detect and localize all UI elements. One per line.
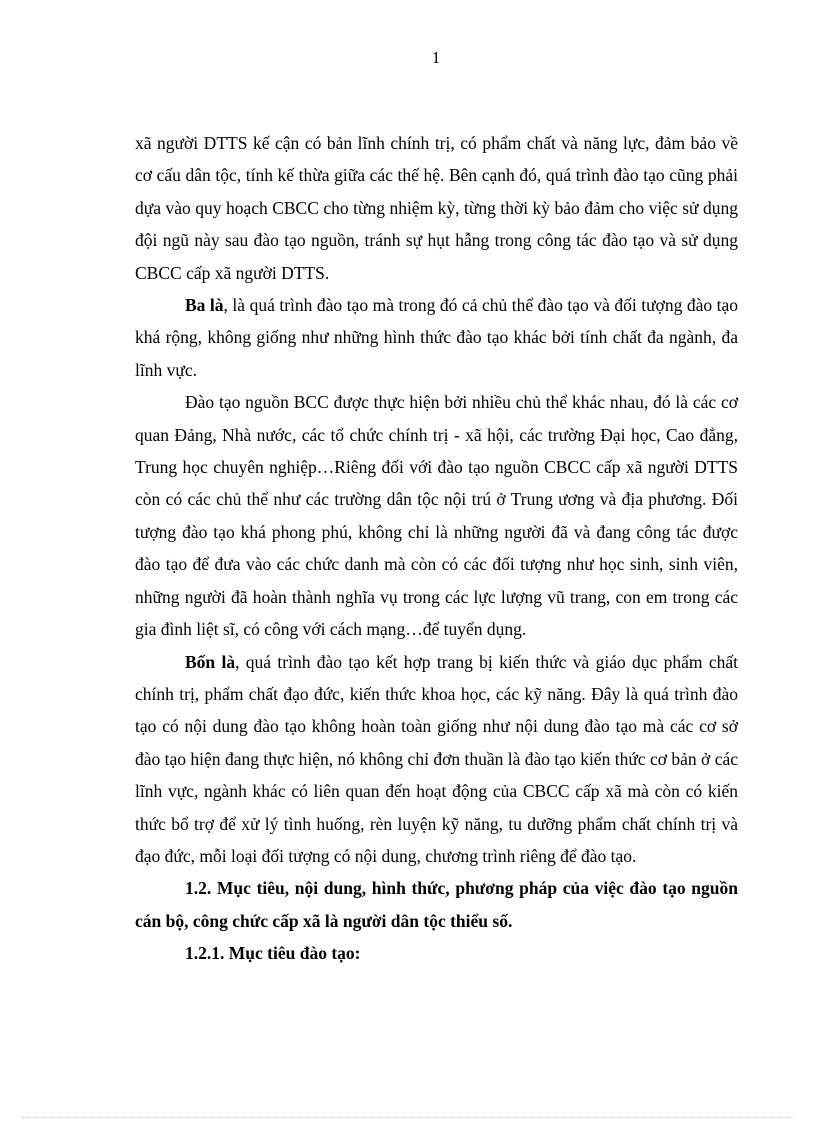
document-body xyxy=(135,127,738,970)
paragraph-text: xã người DTTS kế cận có bản lĩnh chính trị, có phẩm chất và năng lực, đảm bảo về cơ cấu dân tộc, tính kế thừa giữa các thế hệ. Bên cạnh đó, quá trình đào tạo cũng phải dựa vào quy hoạch CBCC cho từng nhiệm kỳ, từng thời kỳ bảo đảm cho việc sử dụng đội ngũ này sau đào tạo nguồn, tránh sự hụt hẫng trong công tác đào tạo và sử dụng CBCC cấp xã người DTTS. xyxy=(135,133,738,283)
footer-divider xyxy=(22,1117,794,1118)
page-number: 1 xyxy=(431,48,441,67)
paragraph-text: , là quá trình đào tạo mà trong đó cả chủ thể đào tạo và đối tượng đào tạo khá rộng, không giống như những hình thức đào tạo khác bởi tính chất đa ngành, đa lĩnh vực. xyxy=(135,295,738,380)
paragraph-ba-la xyxy=(135,289,738,386)
section-heading-1-2-1: 1.2.1. Mục tiêu đào tạo: xyxy=(185,943,361,964)
paragraph-continuation xyxy=(135,127,738,289)
paragraph-dao-tao-nguon xyxy=(135,386,738,645)
section-heading-1-2: 1.2. Mục tiêu, nội dung, hình thức, phương pháp của việc đào tạo nguồn cán bộ, công chức cấp xã là người dân tộc thiểu số. xyxy=(135,878,738,931)
paragraph-lead: Bốn là xyxy=(185,651,236,672)
paragraph-text: , quá trình đào tạo kết hợp trang bị kiến thức và giáo dục phẩm chất chính trị, phẩm chất đạo đức, kiến thức khoa học, các kỹ năng. Đây là quá trình đào tạo có nội dung đào tạo không hoàn toàn giống như nội dung đào tạo mà các cơ sở đào tạo hiện đang thực hiện, nó không chỉ đơn thuần là đào tạo kiến thức cơ bản ở các lĩnh vực, ngành khác có liên quan đến hoạt động của CBCC cấp xã mà còn có kiến thức bổ trợ để xử lý tình huống, rèn luyện kỹ năng, tu dưỡng phẩm chất chính trị và đạo đức, mỗi loại đối tượng có nội dung, chương trình riêng để đào tạo. xyxy=(135,651,738,866)
paragraph-lead: Ba là xyxy=(185,295,224,316)
paragraph-bon-la xyxy=(135,646,738,873)
paragraph-text: Đào tạo nguồn BCC được thực hiện bởi nhiều chủ thể khác nhau, đó là các cơ quan Đảng, Nhà nước, các tổ chức chính trị - xã hội, các trường Đại học, Cao đẳng, Trung học chuyên nghiệp…Riêng đối với đào tạo nguồn CBCC cấp xã người DTTS còn có các chủ thể như các trường dân tộc nội trú ở Trung ương và địa phương. Đối tượng đào tạo khá phong phú, không chỉ là những người đã và đang công tác được đào tạo để đưa vào các chức danh mà còn có các đối tượng như học sinh, sinh viên, những người đã hoàn thành nghĩa vụ trong các lực lượng vũ trang, con em trong các gia đình liệt sĩ, có công với cách mạng…để tuyển dụng. xyxy=(135,392,738,640)
